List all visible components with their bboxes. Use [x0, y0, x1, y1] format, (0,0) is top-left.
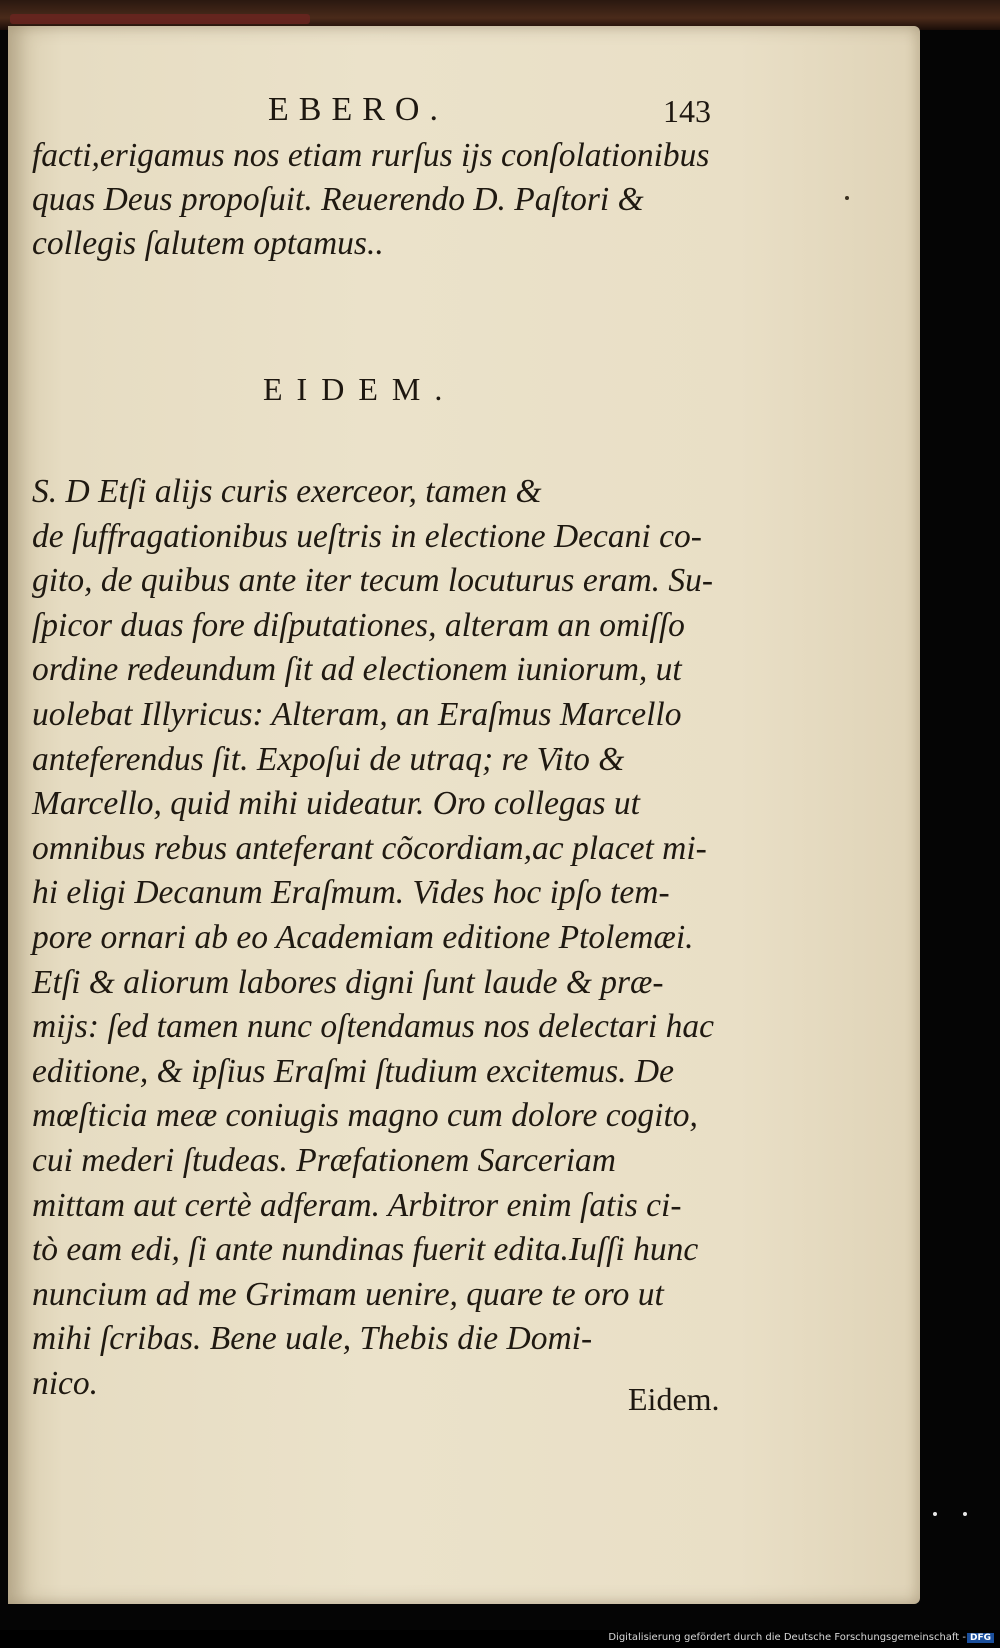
text-line: collegis ſalutem optamus..	[32, 225, 384, 262]
text-line: nico.	[32, 1364, 99, 1402]
letter-heading: EIDEM.	[263, 371, 457, 407]
text-line: anteferendus ſit. Expoſui de utraq; re Vito &	[32, 740, 625, 778]
text-line: mijs: ſed tamen nunc oſtendamus nos delectari hac	[32, 1008, 714, 1046]
text-line: gito, de quibus ante iter tecum locuturus eram. Su-	[32, 562, 714, 600]
ink-speck	[845, 196, 849, 200]
book-page	[8, 26, 920, 1604]
text-line: quas Deus propoſuit. Reuerendo D. Paſtori &	[32, 181, 644, 218]
running-head-title: EBERO.	[268, 91, 448, 128]
binding-strip	[10, 14, 310, 24]
text-line: nuncium ad me Grimam uenire, quare te oro ut	[32, 1275, 664, 1313]
text-line: mœſticia meæ coniugis magno cum dolore cogito,	[32, 1097, 698, 1135]
text-line: Marcello, quid mihi uideatur. Oro collegas ut	[32, 785, 640, 823]
paragraph-continuation	[32, 134, 709, 266]
text-line: pore ornari ab eo Academiam editione Ptolemæi.	[32, 918, 694, 956]
text-line: facti,erigamus nos etiam rurſus ijs conſolationibus	[32, 137, 710, 174]
text-line: ſpicor duas fore diſputationes, alteram an omiſſo	[32, 606, 685, 644]
dfg-logo: DFG	[967, 1633, 994, 1643]
text-line: mittam aut certè adferam. Arbitror enim ſatis ci-	[32, 1186, 682, 1224]
text-line: Etſi & aliorum labores digni ſunt laude & præ-	[32, 963, 664, 1001]
scan-speck	[963, 1512, 967, 1516]
text-line: omnibus rebus anteferant cõcordiam,ac placet mi-	[32, 829, 707, 867]
text-line: editione, & ipſius Eraſmi ſtudium excitemus. De	[32, 1052, 674, 1090]
digitization-credit: Digitalisierung gefördert durch die Deutsche Forschungsgemeinschaft -	[608, 1632, 966, 1643]
text-line: tò eam edi, ſi ante nundinas fuerit edita.Iuſſi hunc	[32, 1231, 699, 1269]
text-line: cui mederi ſtudeas. Præfationem Sarceriam	[32, 1141, 616, 1179]
page-number: 143	[663, 93, 711, 129]
scan-speck	[933, 1512, 937, 1516]
catchword: Eidem.	[628, 1381, 720, 1417]
text-line: hi eligi Decanum Eraſmum. Vides hoc ipſo tem-	[32, 874, 670, 912]
text-line: de ſuffragationibus ueſtris in electione Decani co-	[32, 517, 702, 555]
text-line: uolebat Illyricus: Alteram, an Eraſmus Marcello	[32, 695, 682, 733]
letter-body	[32, 470, 714, 1406]
text-line: mihi ſcribas. Bene uale, Thebis die Domi-	[32, 1320, 593, 1358]
text-line: S. D Etſi alijs curis exerceor, tamen &	[32, 473, 542, 510]
text-line: ordine redeundum ſit ad electionem iuniorum, ut	[32, 651, 682, 689]
